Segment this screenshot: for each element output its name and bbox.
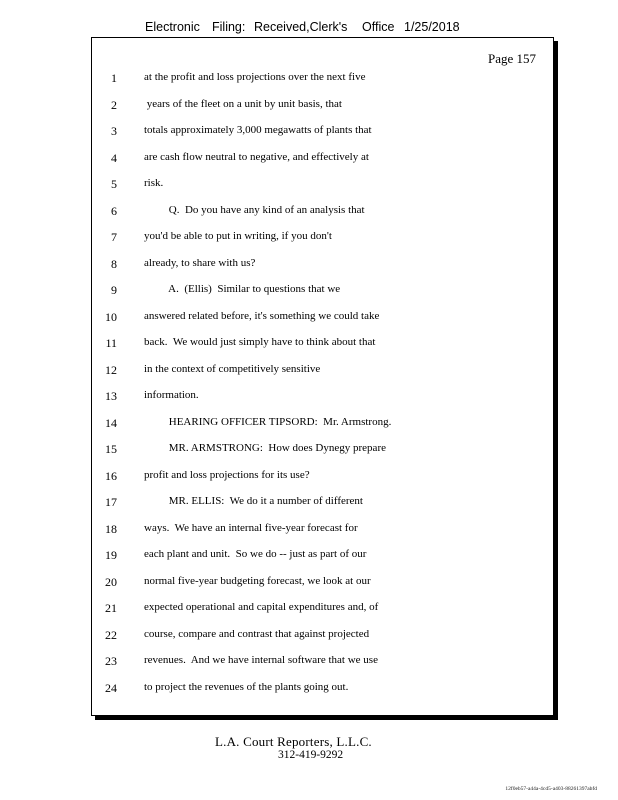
line-number: 23 <box>105 654 117 668</box>
transcript-line <box>92 124 553 142</box>
transcript-line <box>92 204 553 222</box>
line-text: to project the revenues of the plants going out. <box>144 680 349 693</box>
line-number: 19 <box>105 548 117 562</box>
document-hash: 12f0eb57-a44a-4cd5-a403-88261397abfd <box>505 786 597 792</box>
line-number: 9 <box>111 283 117 297</box>
line-number: 5 <box>111 177 117 191</box>
transcript-line <box>92 363 553 381</box>
line-text: already, to share with us? <box>144 256 256 269</box>
line-text: years of the fleet on a unit by unit basis, that <box>144 97 342 110</box>
transcript-line <box>92 177 553 195</box>
line-number: 17 <box>105 495 117 509</box>
line-text: normal five-year budgeting forecast, we look at our <box>144 574 371 587</box>
line-number: 1 <box>111 71 117 85</box>
line-text: revenues. And we have internal software that we use <box>144 654 378 666</box>
transcript-line <box>92 601 553 619</box>
transcript-line <box>92 336 553 354</box>
line-number: 14 <box>105 415 117 430</box>
line-text: in the context of competitively sensitive <box>144 362 321 375</box>
court-reporter-phone: 312-419-9292 <box>278 749 344 761</box>
transcript-line <box>92 310 553 328</box>
filing-received: Received,Clerk's <box>254 20 348 34</box>
transcript-line <box>92 522 553 540</box>
transcript-line <box>92 681 553 699</box>
transcript-line <box>92 230 553 248</box>
line-text: totals approximately 3,000 megawatts of plants that <box>144 124 372 136</box>
line-number: 10 <box>105 309 117 324</box>
line-text: profit and loss projections for its use? <box>144 468 310 481</box>
line-number: 7 <box>111 230 117 244</box>
line-text: each plant and unit. So we do -- just as part of our <box>144 548 367 560</box>
line-text: are cash flow neutral to negative, and effectively at <box>144 150 369 163</box>
line-number: 11 <box>105 336 117 350</box>
line-text: answered related before, it's something we could take <box>144 309 380 322</box>
filing-date: 1/25/2018 <box>404 20 460 34</box>
line-text: A. (Ellis) Similar to questions that we <box>144 283 341 295</box>
transcript-line <box>92 416 553 434</box>
transcript-line <box>92 548 553 566</box>
page-number: Page 157 <box>487 51 536 66</box>
filing-office: Office <box>362 20 395 34</box>
transcript-line <box>92 469 553 487</box>
transcript-line <box>92 654 553 672</box>
line-text: at the profit and loss projections over the next five <box>144 71 366 83</box>
line-text: information. <box>144 389 199 401</box>
line-number: 3 <box>111 124 117 138</box>
line-number: 8 <box>111 256 117 271</box>
line-text: back. We would just simply have to think about that <box>144 336 376 348</box>
transcript-line <box>92 389 553 407</box>
transcript-line <box>92 628 553 646</box>
court-reporter-name: L.A. Court Reporters, L.L.C. <box>215 734 372 749</box>
filing-electronic: Electronic <box>145 20 200 34</box>
line-number: 21 <box>105 601 117 615</box>
transcript-line <box>92 575 553 593</box>
line-text: MR. ELLIS: We do it a number of different <box>144 495 363 507</box>
transcript-line <box>92 151 553 169</box>
transcript-page <box>91 37 554 716</box>
transcript-line <box>92 71 553 89</box>
line-number: 22 <box>105 627 117 642</box>
transcript-line <box>92 257 553 275</box>
line-text: Q. Do you have any kind of an analysis that <box>144 203 365 216</box>
line-text: course, compare and contrast that against projected <box>144 627 370 640</box>
line-number: 15 <box>105 442 117 456</box>
line-number: 2 <box>111 97 117 112</box>
line-number: 13 <box>105 389 117 403</box>
line-number: 6 <box>111 203 117 218</box>
filing-label: Filing: <box>212 20 246 34</box>
transcript-line <box>92 495 553 513</box>
line-number: 12 <box>105 362 117 377</box>
line-text: expected operational and capital expenditures and, of <box>144 601 379 613</box>
line-number: 4 <box>111 150 117 165</box>
line-text: HEARING OFFICER TIPSORD: Mr. Armstrong. <box>144 415 392 428</box>
transcript-line <box>92 442 553 460</box>
line-number: 16 <box>105 468 117 483</box>
line-text: you'd be able to put in writing, if you don't <box>144 230 332 242</box>
transcript-line <box>92 283 553 301</box>
line-text: risk. <box>144 177 164 189</box>
line-number: 24 <box>105 680 117 695</box>
line-number: 18 <box>105 521 117 536</box>
line-text: ways. We have an internal five-year forecast for <box>144 521 358 534</box>
line-number: 20 <box>105 574 117 589</box>
transcript-line <box>92 98 553 116</box>
line-text: MR. ARMSTRONG: How does Dynegy prepare <box>144 442 386 454</box>
